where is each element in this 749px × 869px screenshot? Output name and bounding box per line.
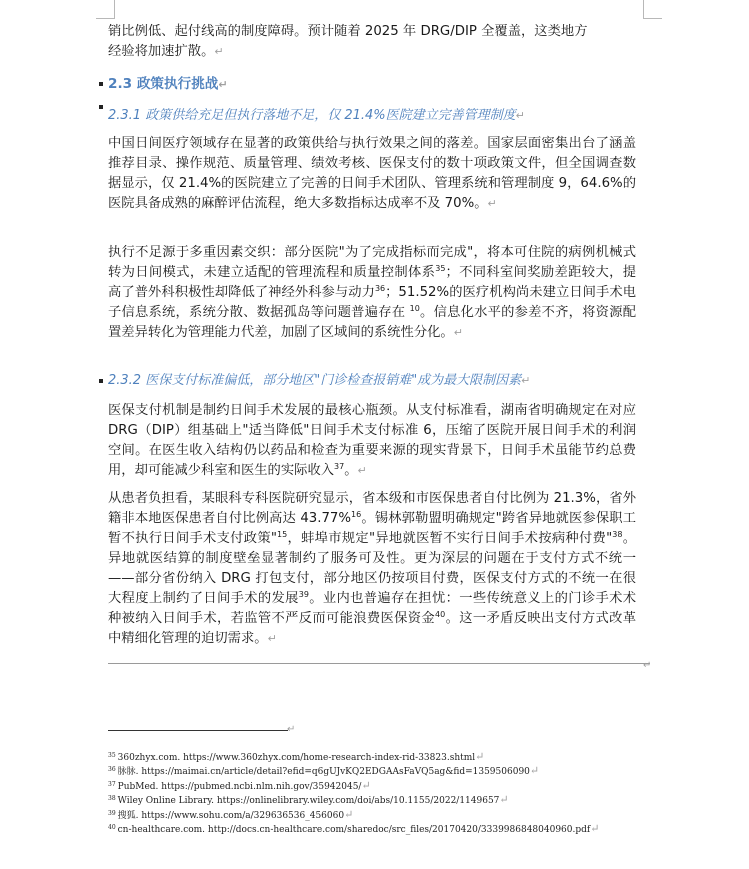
paragraph-mark-icon: ↵ — [453, 326, 463, 339]
paragraph-mark-icon: ↵ — [475, 750, 485, 763]
footnotes — [108, 750, 648, 836]
section-heading[interactable]: 2.3 政策执行挑战↵ — [108, 76, 228, 92]
paragraph-mark-icon: ↵ — [361, 778, 371, 792]
paragraph-mark-icon: ↵ — [499, 793, 509, 807]
footnote-item[interactable]: $^{37}$ PubMed. https://pubmed.ncbi.nlm.nih.gov/35942045/↵ — [108, 778, 371, 792]
subsection-heading-2-3-2[interactable]: 2.3.2 医保支付标准偏低，部分地区"门诊检查报销难"成为最大限制因素↵ — [108, 373, 531, 388]
footnote-item[interactable]: $^{35}$ 360zhyx.com. https://www.360zhyx.com/home-research-index-rid-33823.shtml↵ — [108, 750, 485, 763]
paragraph-mark-icon: ↵ — [529, 764, 540, 778]
paragraph-mark-icon: ↵ — [287, 724, 296, 735]
paragraph-mark-icon: ↵ — [515, 109, 525, 122]
footnote-item[interactable]: $^{40}$ cn-healthcare.com. http://docs.cn-healthcare.com/sharedoc/src_files/20170420/3339986848040960.pdf↵ — [108, 822, 600, 836]
paragraph-mark-icon: ↵ — [218, 78, 228, 91]
paragraph-mark-icon: ↵ — [267, 632, 277, 645]
section-break-line — [108, 663, 650, 664]
citation-ref[interactable]: 36 — [374, 284, 386, 293]
citation-ref[interactable]: 35 — [435, 264, 446, 273]
paragraph-mark-icon: ↵ — [521, 374, 531, 387]
citation-ref[interactable]: 40 — [435, 610, 446, 619]
paragraph-policy-gap[interactable]: 中国日间医疗领域存在显著的政策供给与执行效果之间的落差。国家层面密集出台了涵盖推荐目录、操作规范、质量管理、绩效考核、医保支付的数十项政策文件，但全国调查数据显示，仅 21.4%的医院建立了完善的日间手术团队、管理系统和管理制度 9，64.6%的医院具备成熟的麻醉评估流程，绝大多数指标达成率不及 70%。↵ — [108, 136, 636, 211]
paragraph-payment-bottleneck[interactable]: 医保支付机制是制约日间手术发展的最核心瓶颈。从支付标准看，湖南省明确规定在对应 DRG（DIP）组基础上"适当降低"日间手术支付标准 6，压缩了医院开展日间手术的利润空间。在医生收入结构仍以药品和检查为重要来源的现实背景下，日间手术虽能节约总费用，却可能减少科室和医生的实际收入$^{37}$。↵ — [108, 403, 636, 478]
paragraph-mark-icon: ↵ — [487, 197, 497, 210]
citation-ref[interactable]: 39 — [298, 590, 309, 599]
citation-ref[interactable]: 38 — [612, 530, 623, 539]
paragraph-mark-icon: ↵ — [357, 464, 367, 477]
heading-bullet-icon — [99, 105, 103, 109]
citation-ref[interactable]: 15 — [277, 530, 288, 539]
paragraph-mark-icon: ↵ — [214, 45, 224, 58]
heading-bullet-icon — [99, 379, 103, 383]
citation-ref[interactable]: 16 — [351, 510, 362, 519]
heading-bullet-icon — [99, 82, 103, 86]
paragraph-mark-icon: ↵ — [643, 660, 652, 671]
page-corner-top-right — [643, 0, 662, 19]
citation-ref[interactable]: 10 — [409, 304, 420, 313]
footnote-separator — [108, 730, 288, 731]
top-paragraph[interactable] — [108, 22, 636, 62]
page-corner-top-left — [96, 0, 115, 19]
subsection-heading-2-3-1[interactable]: 2.3.1 政策供给充足但执行落地不足，仅 21.4%医院建立完善管理制度↵ — [108, 108, 525, 123]
paragraph-mark-icon: ↵ — [590, 822, 600, 836]
citation-ref[interactable]: 37 — [334, 462, 345, 471]
paragraph-mark-icon: ↵ — [344, 807, 354, 821]
footnote-item[interactable]: $^{39}$ 搜狐. https://www.sohu.com/a/329636536_456060↵ — [108, 807, 354, 821]
paragraph-patient-burden[interactable]: 从患者负担看，某眼科专科医院研究显示，省本级和市医保患者自付比例为 21.3%，省外籍非本地医保患者自付比例高达 43.77%$^{16}$。锡林郭勒盟明确规定"跨省异地就医参保职工暂不执行日间手术支付政策"$^{15}$，蚌埠市规定"异地就医暂不实行日间手术按病种付费"$^{38}$。异地就医结算的制度壁垒显著制约了服务可及性。更为深层的问题在于支付方式不统一——部分省份纳入 DRG 打包支付，部分地区仍按项目付费，医保支付方式的不统一在很大程度上制约了日间手术的发展$^{39}$。业内也普遍存在担忧：一些传统意义上的门诊手术术种被纳入日间手术，若监管不严反而可能浪费医保资金$^{40}$。这一矛盾反映出支付方式改革中精细化管理的迫切需求。↵ — [108, 491, 637, 646]
top-paragraph-line-2: 经验将加速扩散。 — [108, 44, 215, 59]
paragraph-execution-factors[interactable]: 执行不足源于多重因素交织：部分医院"为了完成指标而完成"，将本可住院的病例机械式转为日间模式，未建立适配的管理流程和质量控制体系$^{35}$；不同科室间奖励差距较大，提高了普外科积极性却降低了神经外科参与动力$^{36}$；51.52%的医疗机构尚未建立日间手术电子信息系统，系统分散、数据孤岛等问题普遍存在 $^{10}$。信息化水平的参差不齐，将资源配置差异转化为管理能力代差，加剧了区域间的系统性分化。↵ — [108, 245, 637, 340]
footnote-item[interactable]: $^{36}$ 脉脉. https://maimai.cn/article/detail?efid=q6gUJvKQ2EDGAAsFaVQ5ag&fid=1359506090↵ — [108, 764, 540, 778]
footnote-item[interactable]: $^{38}$ Wiley Online Library. https://onlinelibrary.wiley.com/doi/abs/10.1155/2022/1149657↵ — [108, 793, 509, 807]
top-paragraph-line-1: 销比例低、起付线高的制度障碍。预计随着 2025 年 DRG/DIP 全覆盖，这类地方 — [108, 24, 588, 39]
